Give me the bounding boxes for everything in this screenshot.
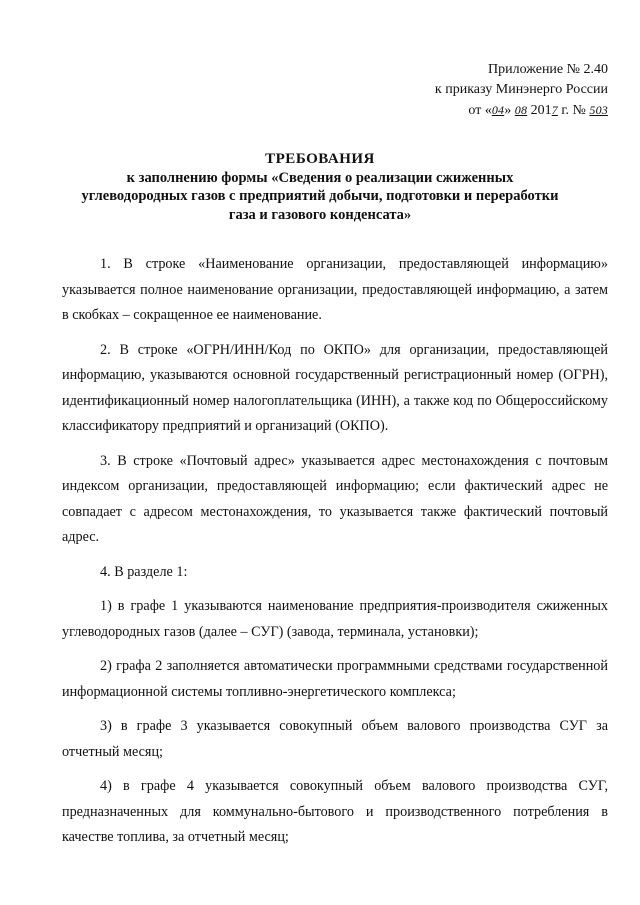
handwritten-day: 04: [491, 103, 505, 117]
paragraph-4-item-3: 3) в графе 3 указывается совокупный объем валового производства СУГ за отчетный месяц;: [62, 718, 608, 760]
appendix-number: Приложение № 2.40: [488, 62, 608, 77]
paragraph-4-item-1: 1) в графе 1 указываются наименование предприятия-производителя сжиженных углеводородных газов (далее – СУГ) (завода, терминала, установки);: [62, 598, 608, 640]
appendix-header: [368, 60, 608, 121]
order-reference: к приказу Минэнерго России: [434, 82, 608, 97]
date-prefix: от «: [468, 103, 492, 118]
date-mid: »: [504, 103, 515, 118]
date-number-prefix: г. №: [557, 103, 590, 118]
date-year-prefix: 201: [527, 103, 552, 118]
title-line-1: к заполнению формы «Сведения о реализации сжиженных: [126, 169, 514, 186]
paragraph-4: 4. В разделе 1:: [100, 563, 188, 580]
document-body: [62, 252, 608, 860]
handwritten-order-number: 503: [589, 103, 608, 117]
paragraph-2: 2. В строке «ОГРН/ИНН/Код по ОКПО» для организации, предоставляющей информацию, указываются основной государственный регистрационный номер (ОГРН), идентификационный номер налогоплательщика (ИНН), а также код по Общероссийскому классификатору предприятий и организаций (ОКПО).: [62, 341, 608, 434]
order-date-line: [368, 100, 608, 121]
document-title: [40, 150, 600, 224]
paragraph-4-item-2: 2) графа 2 заполняется автоматически программными средствами государственной информационной системы топливно-энергетического комплекса;: [62, 658, 608, 700]
paragraph-4-item-4: 4) в графе 4 указывается совокупный объем валового производства СУГ, предназначенных для коммунально-бытового и производственного потребления в качестве топлива, за отчетный месяц;: [62, 778, 608, 845]
title-line-2: углеводородных газов с предприятий добычи, подготовки и переработки: [81, 188, 559, 204]
handwritten-year-digit: 7: [551, 103, 558, 117]
title-line-3: газа и газового конденсата»: [228, 206, 412, 223]
title-main: ТРЕБОВАНИЯ: [265, 151, 375, 167]
handwritten-month: 08: [514, 103, 528, 117]
paragraph-3: 3. В строке «Почтовый адрес» указывается адрес местонахождения с почтовым индексом организации, предоставляющей информацию; если фактический адрес не совпадает с адресом местонахождения, то указывается также фактический почтовый адрес.: [62, 452, 608, 545]
paragraph-1: 1. В строке «Наименование организации, предоставляющей информацию» указывается полное наименование организации, предоставляющей информацию, а затем в скобках – сокращенное ее наименование.: [62, 256, 608, 323]
